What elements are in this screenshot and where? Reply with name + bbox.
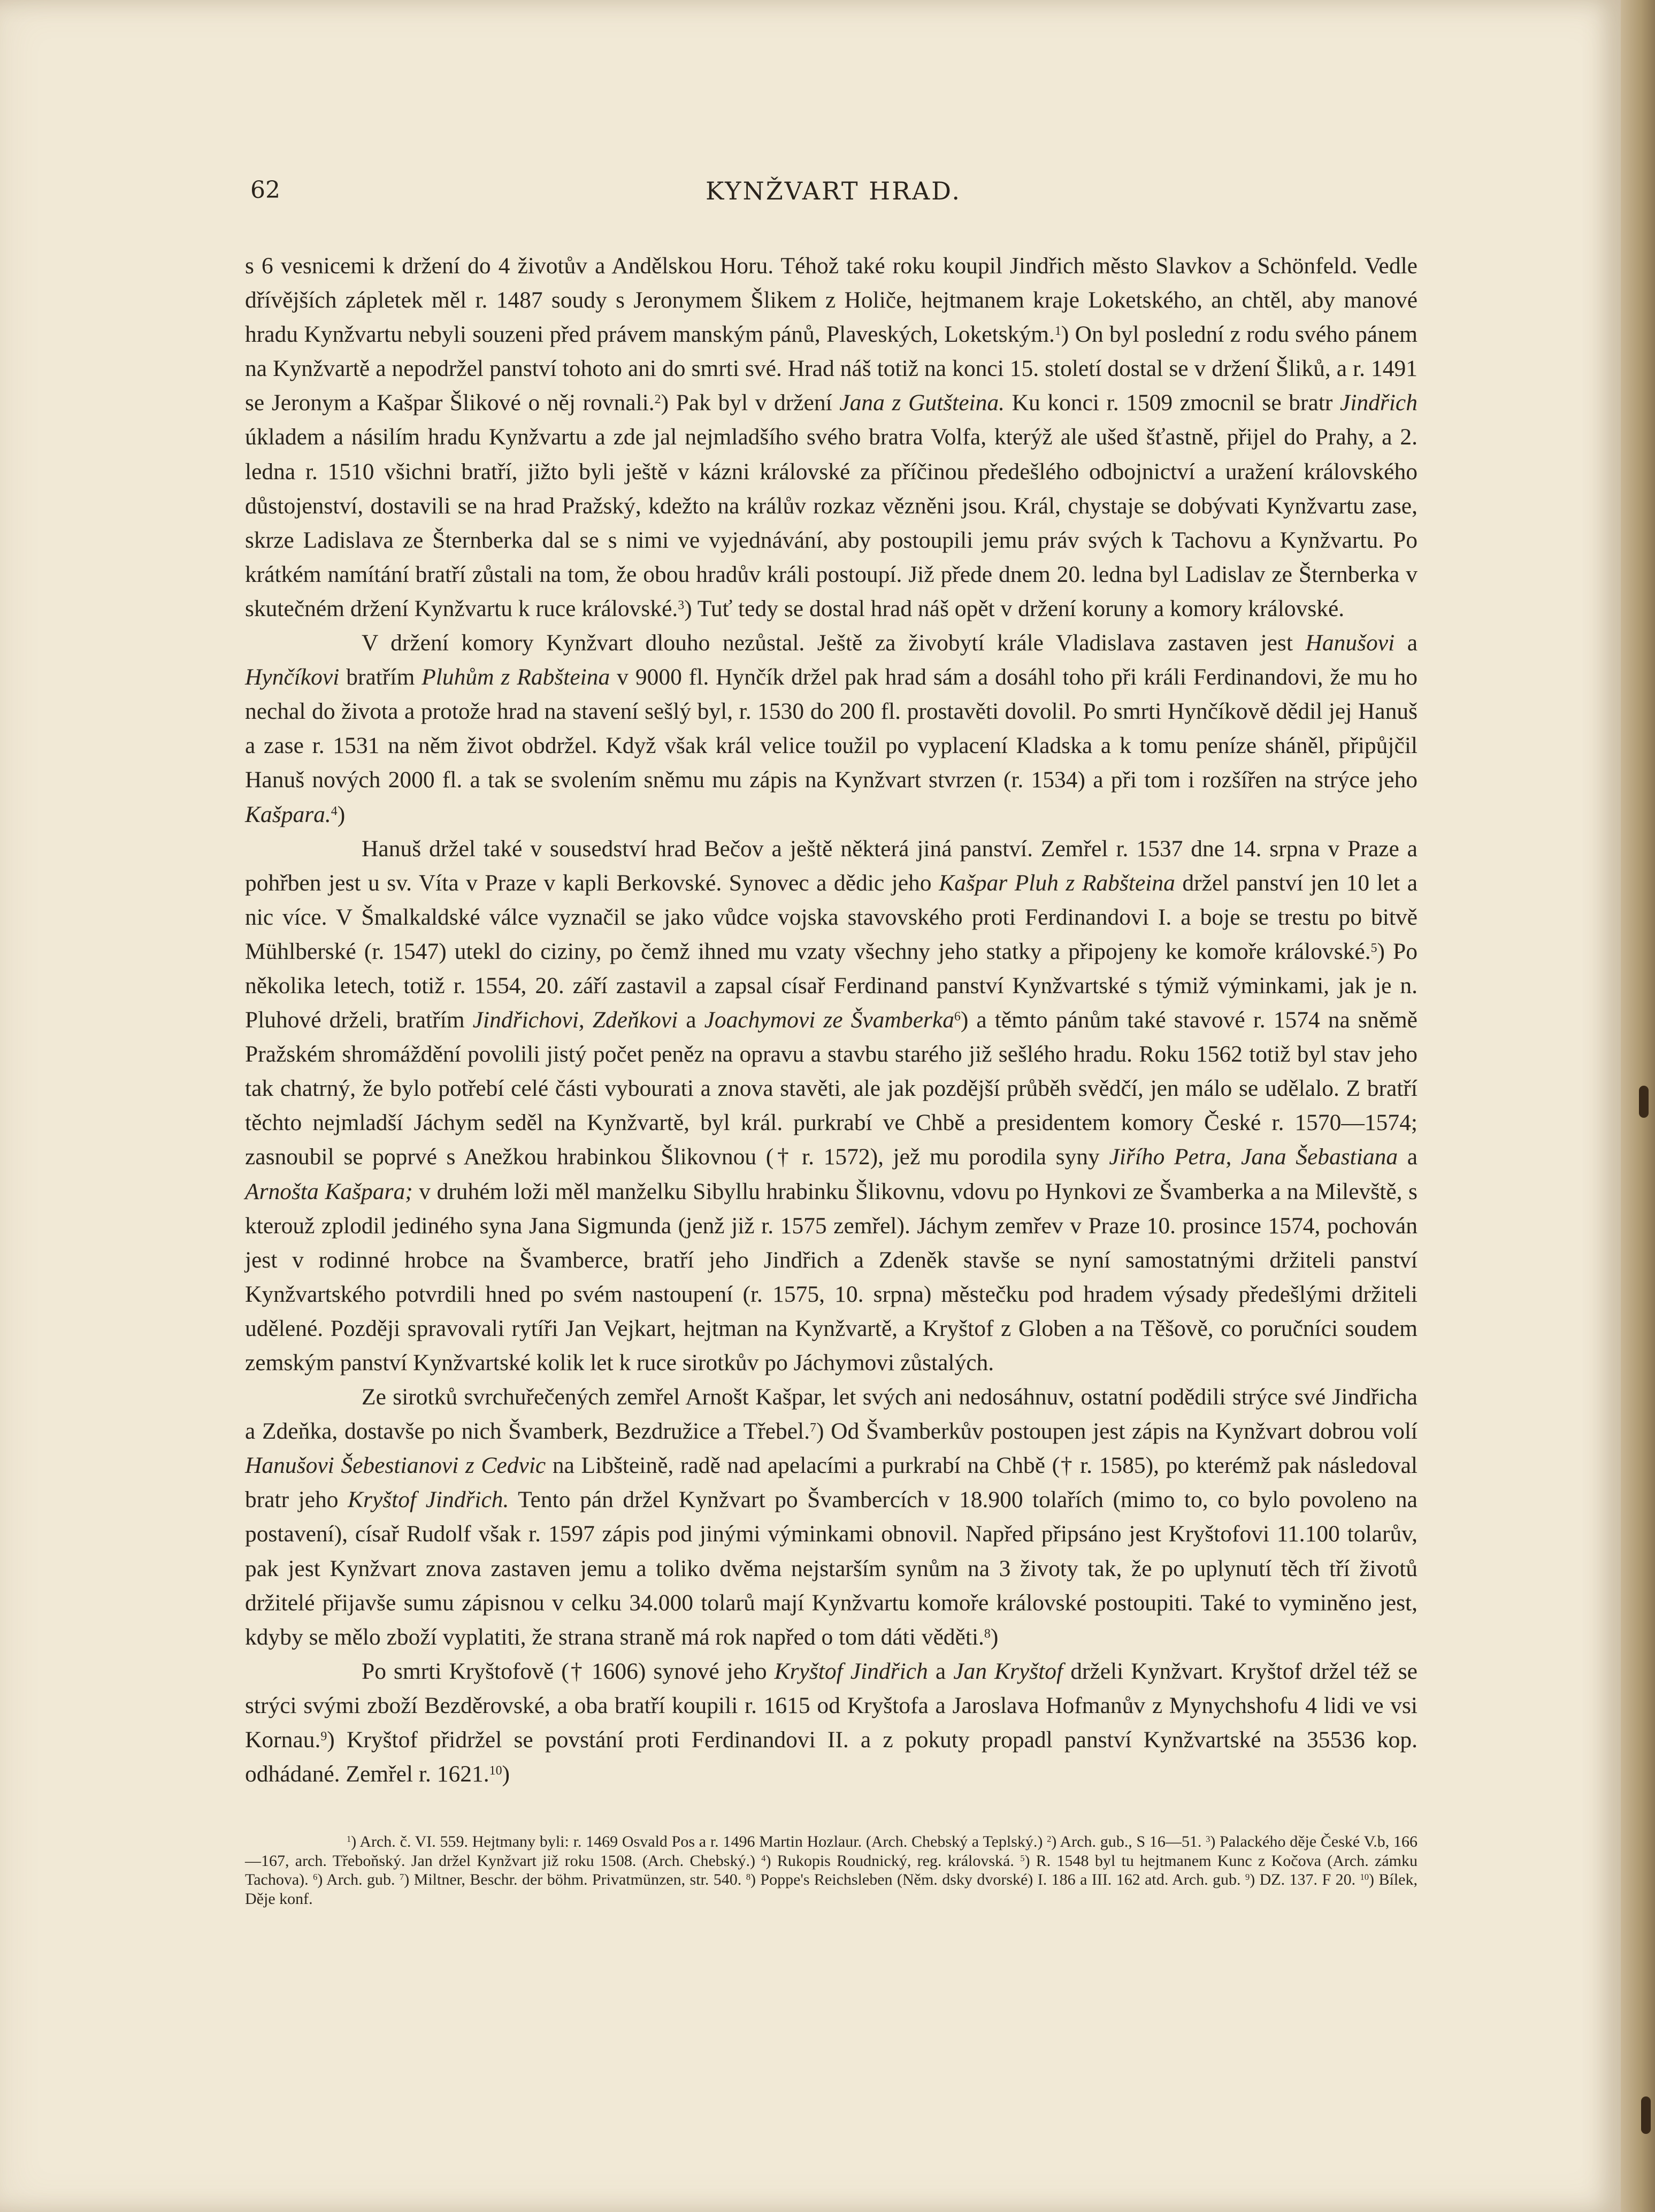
text-run: ) Poppe's Reichsleben (Něm. dsky dvorské) I. 186 a III. 162 atd. Arch. gub. — [750, 1871, 1245, 1888]
paragraph — [245, 249, 1418, 626]
footnote-block — [245, 1832, 1418, 1908]
text-run: ) Od Švamberkův postoupen jest zápis na Kynžvart dobrou volí — [816, 1418, 1418, 1445]
footnote-ref: 7 — [399, 1871, 404, 1882]
paragraph — [245, 626, 1418, 832]
book-page-edge — [1621, 0, 1655, 2212]
paragraph — [245, 1654, 1418, 1791]
italic-name: Hanušovi — [1305, 630, 1395, 656]
footnote-ref: 8 — [746, 1871, 750, 1882]
text-run: ) Arch. gub. — [317, 1871, 400, 1888]
italic-name: Kryštof Jindřich — [774, 1658, 928, 1684]
italic-name: Jiřího Petra, Jana Šebastiana — [1109, 1144, 1398, 1170]
footnote-ref: 3 — [678, 598, 685, 612]
text-run: ) R. 1548 byl tu hejtmanem Kunc z Kočova (Arch. zámku Tachova). — [245, 1852, 1418, 1888]
italic-name: Jana z Gutšteina. — [839, 390, 1005, 416]
binding-mark — [1641, 2096, 1651, 2134]
footnote-ref: 9 — [320, 1729, 327, 1744]
text-run: bratřím — [339, 664, 422, 690]
italic-name: Arnošta Kašpara; — [245, 1178, 413, 1204]
text-run: ) a těmto pánům také stavové r. 1574 na sněmě Pražském shromáždění povolili jistý počet peněz na opravu a stavbu starého již sešlého hradu. Roku 1562 totiž byl stav jeho tak chatrný, že bylo potřebí celé části vybourati a znova stavěti, ale jak pozdější průběh svědčí, jen málo se udělalo. Z bratří těchto nejmladší Jáchym seděl na Kynžvartě, byl král. purkrabí ve Chbě a presidentem komory České r. 1570—1574; zasnoubil se poprvé s Anežkou hrabinkou Šlikovnou († r. 1572), jež mu porodila syny — [245, 1007, 1418, 1170]
italic-name: Jan Kryštof — [953, 1658, 1063, 1684]
paragraph — [245, 832, 1418, 1380]
text-run: ) DZ. 137. F 20. — [1250, 1871, 1360, 1888]
running-head — [250, 176, 1416, 209]
page-number: 62 — [250, 176, 280, 204]
footnote-ref: 2 — [654, 393, 661, 407]
footnote-ref: 3 — [1206, 1833, 1210, 1844]
text-run: ) Kryštof přidržel se povstání proti Ferdinandovi II. a z pokuty propadl panství Kynžvartské na 35536 kop. odhádané. Zemřel r. 1621. — [245, 1727, 1418, 1787]
text-run: a — [678, 1007, 704, 1033]
italic-name: Jindřich — [1340, 390, 1418, 416]
paragraph — [245, 1380, 1418, 1654]
italic-name: Hanušovi Šebestianovi z Cedvic — [245, 1453, 546, 1479]
text-run: v druhém loži měl manželku Sibyllu hrabinku Šlikovnu, vdovu po Hynkovi ze Švamberka a na Milevště, s kterouž zplodil jediného syna Jana Sigmunda (jenž již r. 1575 zemřel). Jáchym zemřev v Praze 10. prosince 1574, pochován jest v rodinné hrobce na Švamberce, bratří jeho Jindřich a Zdeněk stavše se nyní samostatnými držiteli panství Kynžvartského potvrdili hned po svém nastoupení (r. 1575, 10. srpna) městečku pod hradem výsady předešlými držiteli udělené. Později spravovali rytíři Jan Vejkart, hejtman na Kynžvartě, a Kryštof z Globen a na Těšově, co poručníci soudem zemským panství Kynžvartské kolik let k ruce sirotkův po Jáchymovi zůstalých. — [245, 1178, 1418, 1376]
text-run: Hanuš držel také v sousedství hrad Bečov a ještě některá jiná panství. Zemřel r. 1537 dne 14. srpna v Praze a pohřben jest u sv. Víta v Praze v kapli Berkovské. Synovec a dědic jeho — [245, 835, 1418, 896]
text-run: V držení komory Kynžvart dlouho nezůstal. Ještě za živobytí krále Vladislava zastaven jest — [362, 630, 1306, 656]
text-run: úkladem a násilím hradu Kynžvartu a zde jal nejmladšího svého bratra Volfa, kterýž ale ušed šťastně, přijel do Prahy, a 2. ledna r. 1510 všichni bratří, jižto byli ještě v kázni královské za příčinou předešlého odbojnictví a uražení královského důstojenství, dostavili se na hrad Pražský, kdežto na králův rozkaz vězněni jsou. Král, chystaje se dobývati Kynžvartu zase, skrze Ladislava ze Šternberka dal se s nimi ve vyjednávání, aby postoupili jemu práv svých k Tachovu a Kynžvartu. Po krátkém namítání bratří zůstali na tom, že obou hradův králi postoupí. Již přede dnem 20. ledna byl Ladislav ze Šternberka v skutečném držení Kynžvartu k ruce královské. — [245, 424, 1418, 621]
text-run: ) Miltner, Beschr. der böhm. Privatmünzen, str. 540. — [404, 1871, 746, 1888]
text-run: držel panství jen 10 let a nic více. V Šmalkaldské válce vyznačil se jako vůdce vojska stavovského proti Ferdinandovi I. a boje se trestu po bitvě Mühlberské (r. 1547) utekl do ciziny, po čemž ihned mu vzaty všechny jeho statky a připojeny ke komoře královské. — [245, 870, 1418, 964]
italic-name: Kryštof Jindřich. — [348, 1487, 509, 1513]
footnote-ref: 8 — [984, 1626, 991, 1641]
footnote-ref: 9 — [1245, 1871, 1250, 1882]
italic-name: Pluhům z Rabšteina — [422, 664, 610, 690]
text-run: drželi Kynžvart. Kryštof držel též se strýci svými zboží Bezděrovské, a oba bratří koupili r. 1615 od Kryštofa a Jaroslava Hofmanův z Mynychshofu 4 lidi ve vsi Kornau. — [245, 1658, 1418, 1753]
text-run: s 6 vesnicemi k držení do 4 životův a Andělskou Horu. Téhož také roku koupil Jindřich město Slavkov a Schönfeld. Vedle dřívějších zápletek měl r. 1487 soudy s Jeronymem Šlikem z Holiče, hejtmanem kraje Loketského, an chtěl, aby manové hradu Kynžvartu nebyli souzeni před právem manským pánů, Plaveských, Loketským. — [245, 253, 1418, 348]
footnote-ref: 1 — [1054, 324, 1061, 339]
italic-name: Kašpar Pluh z Rabšteina — [939, 870, 1175, 896]
footnote-ref: 5 — [1020, 1853, 1025, 1863]
text-run: a — [928, 1658, 954, 1684]
text-run: ) Pak byl v držení — [661, 390, 840, 416]
text-run: ) On byl poslední z rodu svého pánem na Kynžvartě a nepodržel panství tohoto ani do smrti své. Hrad náš totiž na konci 15. století dostal se v držení Šliků, a r. 1491 se Jeronym a Kašpar Šlikové o něj rovnali. — [245, 321, 1418, 416]
text-run: na Libšteině, radě nad apelacími a purkrabí na Chbě († r. 1585), po kterémž pak následoval bratr jeho — [245, 1453, 1418, 1513]
text-run: ) Rukopis Roudnický, reg. královská. — [765, 1852, 1021, 1870]
footnote-ref: 1 — [347, 1833, 351, 1844]
text-run: Po smrti Kryštofově († 1606) synové jeho — [362, 1658, 775, 1684]
italic-name: Hynčíkovi — [245, 664, 340, 690]
text-run: ) Bílek, Děje konf. — [245, 1871, 1418, 1908]
text-run: v 9000 fl. Hynčík držel pak hrad sám a dosáhl toho při králi Ferdinandovi, že mu ho nechal do života a protože hrad na stavení sešlý byl, r. 1530 do 200 fl. prostavěti dovolil. Po smrti Hynčíkově dědil jej Hanuš a zase r. 1531 na něm život obdržel. Když však král velice toužil po vyplacení Kladska a k tomu peníze sháněl, připůjčil Hanuš nových 2000 fl. a tak se svolením sněmu mu zápis na Kynžvart stvrzen (r. 1534) a při tom i rozšířen na strýce jeho — [245, 664, 1418, 793]
text-run: Ku konci r. 1509 zmocnil se bratr — [1005, 390, 1340, 416]
footnote-ref: 5 — [1370, 941, 1377, 955]
text-run: ) — [502, 1761, 510, 1787]
text-run: Tento pán držel Kynžvart po Švambercích v 18.900 tolařích (mimo to, co bylo povoleno na postavení), císař Rudolf však r. 1597 zápis pod jinými výminkami obnovil. Napřed připsáno jest Kryštofovi 11.100 tolarův, pak jest Kynžvart znova zastaven jemu a toliko dvěma nejstarším synům na 3 životy tak, že po uplynutí těch tří životů držitelé přijavše sumu zápisnou v celku 34.000 tolarů mají Kynžvartu komoře královské postoupiti. Také to vyminěno jest, kdyby se mělo zboží vyplatiti, že strana straně má rok napřed o tom dáti věděti. — [245, 1487, 1418, 1650]
text-run: ) — [990, 1624, 999, 1650]
footnote-ref: 6 — [954, 1009, 961, 1024]
footnote-ref: 10 — [489, 1763, 502, 1778]
footnote-ref: 4 — [761, 1853, 766, 1863]
italic-name: Joachymovi ze Švamberka — [704, 1007, 954, 1033]
text-run: Ze sirotků svrchuřečených zemřel Arnošt Kašpar, let svých ani nedosáhnuv, ostatní podědili strýce své Jindřicha a Zdeňka, dostavše po nich Švamberk, Bezdružice a Třebel. — [245, 1384, 1418, 1445]
binding-mark — [1639, 1086, 1649, 1118]
text-run: ) Po několika letech, totiž r. 1554, 20. září zastavil a zapsal císař Ferdinand panství Kynžvartské s týmiž výminkami, jak je n. Pluhové drželi, bratřím — [245, 938, 1418, 1033]
page-title: KYNŽVART HRAD. — [706, 176, 961, 205]
text-run: ) — [337, 801, 346, 827]
italic-name: Kašpara. — [245, 801, 331, 827]
footnote-ref: 2 — [1047, 1833, 1052, 1844]
footnote-ref: 7 — [810, 1421, 816, 1435]
body-text — [245, 249, 1418, 1791]
footnote-ref: 4 — [331, 804, 338, 818]
text-run: a — [1398, 1144, 1418, 1170]
text-run: a — [1395, 630, 1418, 656]
text-run: ) Tuť tedy se dostal hrad náš opět v držení koruny a komory královské. — [684, 595, 1345, 621]
text-run: ) Palackého děje České V.b, 166—167, arch. Třeboňský. Jan držel Kynžvart již roku 1508. (Arch. Chebský.) — [245, 1833, 1418, 1870]
text-run: ) Arch. č. VI. 559. Hejtmany byli: r. 1469 Osvald Pos a r. 1496 Martin Hozlaur. (Arch. Chebský a Teplský.) — [351, 1833, 1047, 1850]
text-run: ) Arch. gub., S 16—51. — [1051, 1833, 1206, 1850]
footnote-ref: 6 — [313, 1871, 318, 1882]
footnote-ref: 10 — [1360, 1871, 1369, 1882]
footnotes — [245, 1832, 1418, 1908]
italic-name: Jindřichovi, Zdeňkovi — [472, 1007, 678, 1033]
